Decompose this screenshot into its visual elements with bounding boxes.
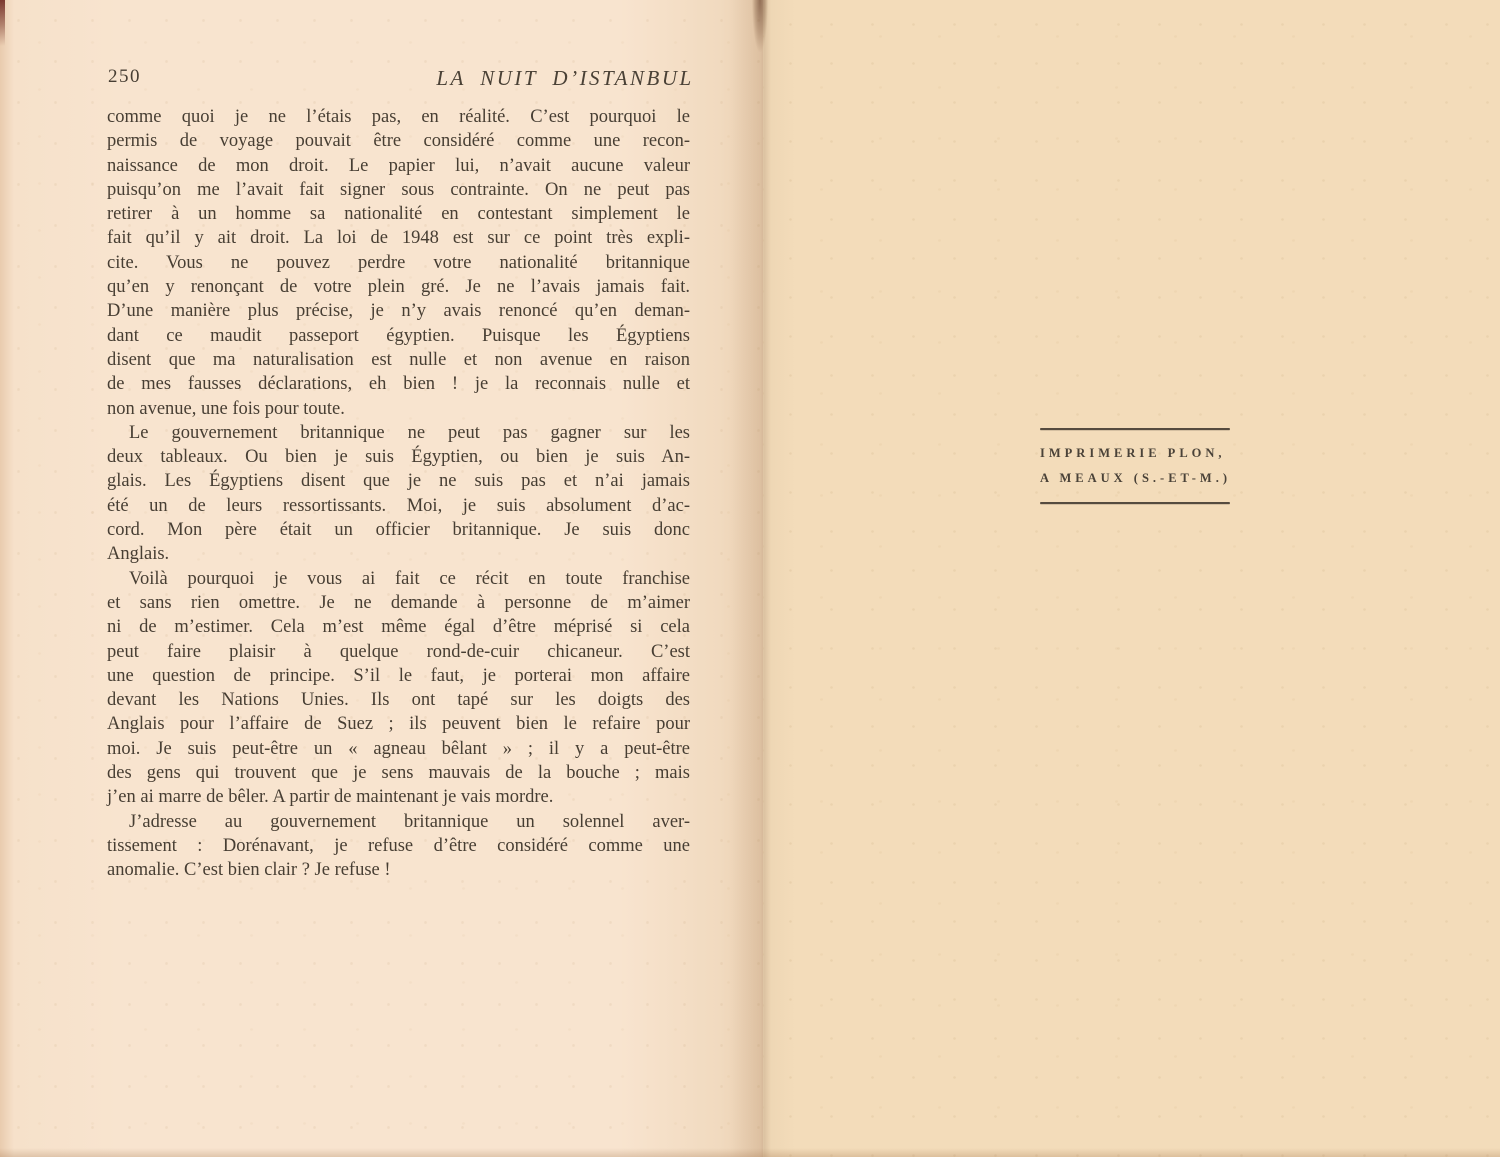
text-line: Le gouvernement britannique ne peut pas gagner sur les bbox=[129, 422, 690, 443]
colophon-line: A MEAUX (S.-ET-M.) bbox=[1040, 471, 1231, 485]
text-line: devant les Nations Unies. Ils ont tapé sur les doigts des bbox=[107, 690, 690, 711]
text-line: anomalie. C’est bien clair ? Je refuse ! bbox=[107, 860, 391, 881]
text-line: permis de voyage pouvait être considéré comme une recon- bbox=[107, 131, 690, 152]
text-line: Anglais. bbox=[107, 544, 170, 565]
text-line: dant ce maudit passeport égyptien. Puisque les Égyptiens bbox=[107, 325, 690, 346]
body-text bbox=[107, 105, 690, 883]
text-line: de mes fausses déclarations, eh bien ! je la reconnais nulle et bbox=[107, 374, 690, 395]
text-line: puisqu’on me l’avait fait signer sous contrainte. On ne peut pas bbox=[107, 179, 690, 200]
text-line: peut faire plaisir à quelque rond-de-cuir chicaneur. C’est bbox=[107, 641, 690, 662]
text-line: et sans rien omettre. Je ne demande à personne de m’aimer bbox=[107, 592, 690, 613]
paragraph bbox=[107, 421, 690, 567]
text-line: une question de principe. S’il le faut, je porterai mon affaire bbox=[107, 665, 690, 686]
text-line: D’une manière plus précise, je n’y avais renoncé qu’en deman- bbox=[107, 301, 690, 322]
page-number: 250 bbox=[108, 66, 141, 87]
text-line: deux tableaux. Ou bien je suis Égyptien, ou bien je suis An- bbox=[107, 447, 690, 468]
text-line: fait qu’il y ait droit. La loi de 1948 est sur ce point très expli- bbox=[107, 228, 690, 249]
text-line: naissance de mon droit. Le papier lui, n’avait aucune valeur bbox=[107, 155, 690, 176]
text-line: été un de leurs ressortissants. Moi, je suis absolument d’ac- bbox=[107, 495, 690, 516]
colophon bbox=[1040, 428, 1230, 504]
text-line: cite. Vous ne pouvez perdre votre nationalité britannique bbox=[107, 252, 690, 273]
colophon-rule-bottom bbox=[1040, 502, 1230, 504]
text-line: Anglais pour l’affaire de Suez ; ils peuvent bien le refaire pour bbox=[107, 714, 690, 735]
right-page bbox=[763, 0, 1500, 1157]
paragraph bbox=[107, 567, 690, 810]
paragraph bbox=[107, 105, 690, 421]
colophon-rule-top bbox=[1040, 428, 1230, 430]
text-line: moi. Je suis peut-être un « agneau bêlant » ; il y a peut-être bbox=[107, 738, 690, 759]
running-title: LA NUIT D’ISTANBUL bbox=[436, 66, 694, 90]
text-line: non avenue, une fois pour toute. bbox=[107, 398, 345, 419]
text-line: disent que ma naturalisation est nulle et non avenue en raison bbox=[107, 349, 690, 370]
text-line: glais. Les Égyptiens disent que je ne suis pas et n’ai jamais bbox=[107, 471, 690, 492]
text-line: tissement : Dorénavant, je refuse d’être considéré comme une bbox=[107, 835, 690, 856]
text-line: J’adresse au gouvernement britannique un solennel aver- bbox=[129, 811, 690, 832]
text-line: comme quoi je ne l’étais pas, en réalité. C’est pourquoi le bbox=[107, 107, 690, 127]
paragraph bbox=[107, 810, 690, 883]
text-line: retirer à un homme sa nationalité en contestant simplement le bbox=[107, 204, 690, 225]
text-line: cord. Mon père était un officier britannique. Je suis donc bbox=[107, 520, 690, 541]
text-line: des gens qui trouvent que je sens mauvais de la bouche ; mais bbox=[107, 763, 690, 784]
text-line: ni de m’estimer. Cela m’est même égal d’être méprisé si cela bbox=[107, 617, 690, 638]
text-line: j’en ai marre de bêler. A partir de maintenant je vais mordre. bbox=[107, 787, 554, 808]
text-line: qu’en y renonçant de votre plein gré. Je ne l’avais jamais fait. bbox=[107, 277, 690, 298]
text-line: Voilà pourquoi je vous ai fait ce récit en toute franchise bbox=[129, 568, 690, 589]
colophon-line: IMPRIMERIE PLON, bbox=[1040, 446, 1226, 460]
